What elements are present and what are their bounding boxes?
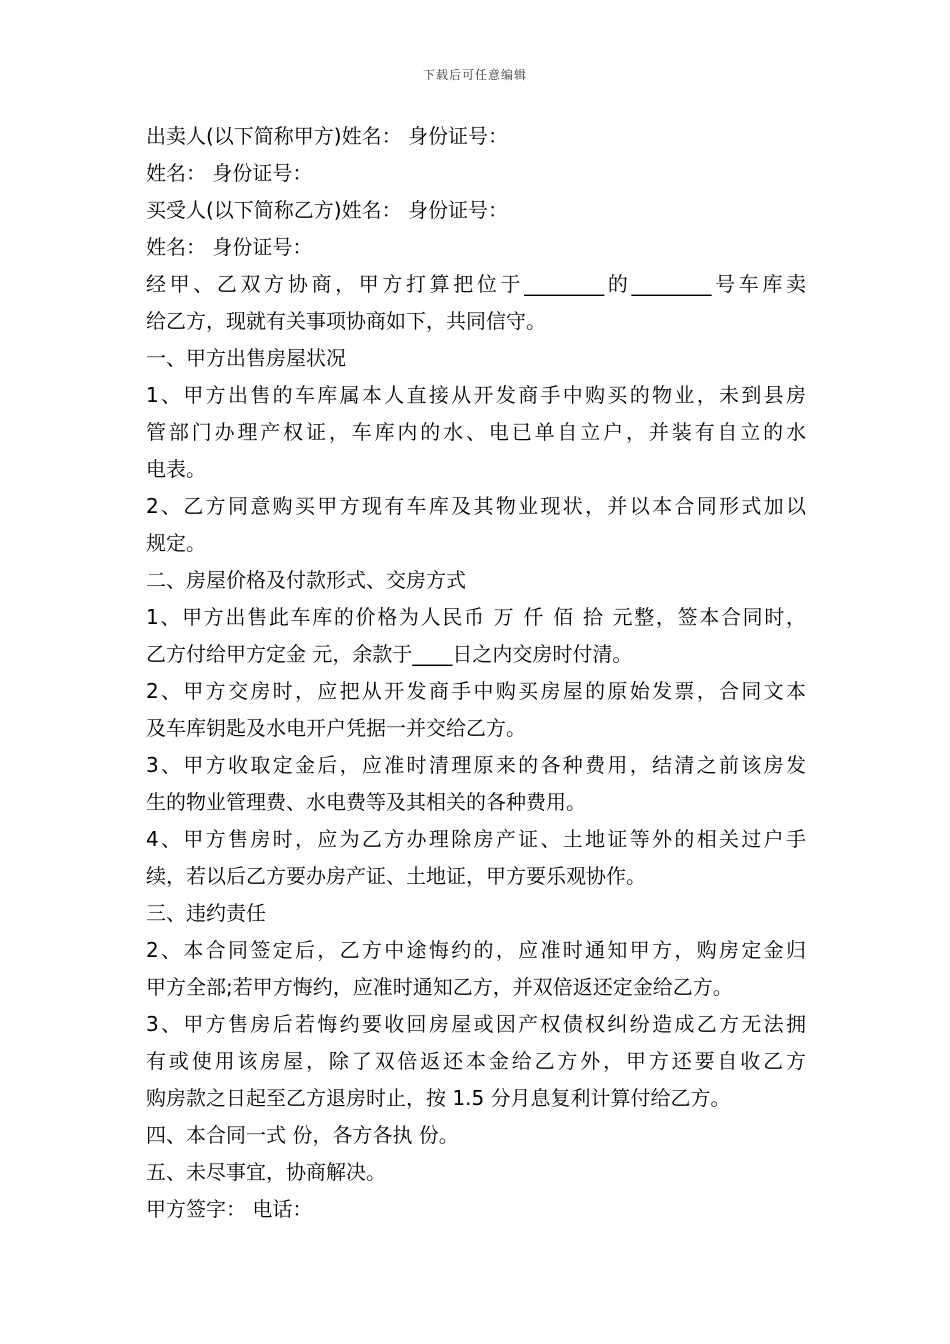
contract-body	[146, 118, 806, 1228]
clause-1-2-line-2: 规定。	[146, 531, 206, 555]
seller-second-line: 姓名： 身份证号：	[146, 161, 313, 185]
clause-3-2-line-1: 2、本合同签定后，乙方中途悔约的，应准时通知甲方，购房定金归	[146, 938, 806, 962]
section-heading-4: 四、本合同一式 份，各方各执 份。	[146, 1123, 459, 1147]
clause-1-1-line-2: 管部门办理产权证，车库内的水、电已单自立户，并装有自立的水	[146, 420, 806, 444]
clause-1-1-line-3: 电表。	[146, 457, 206, 481]
clause-3-3-line-1: 3、甲方售房后若悔约要收回房屋或因产权债权纠纷造成乙方无法拥	[146, 1012, 806, 1036]
intro-line-2: 给乙方，现就有关事项协商如下，共同信守。	[146, 309, 546, 333]
seller-line: 出卖人(以下简称甲方)姓名： 身份证号：	[146, 124, 508, 148]
buyer-second-line: 姓名： 身份证号：	[146, 235, 313, 259]
section-heading-5: 五、未尽事宜，协商解决。	[146, 1160, 386, 1184]
clause-2-1-line-2: 乙方付给甲方定金 元，余款于____日之内交房时付清。	[146, 642, 633, 666]
clause-2-2-line-1: 2、甲方交房时，应把从开发商手中购买房屋的原始发票，合同文本	[146, 679, 806, 703]
section-heading-3: 三、违约责任	[146, 901, 266, 925]
clause-3-2-line-2: 甲方全部;若甲方悔约，应准时通知乙方，并双倍返还定金给乙方。	[146, 975, 733, 999]
clause-1-1-line-1: 1、甲方出售的车库属本人直接从开发商手中购买的物业，未到县房	[146, 383, 806, 407]
clause-3-3-line-3: 购房款之日起至乙方退房时止，按 1.5 分月息复利计算付给乙方。	[146, 1086, 731, 1110]
buyer-line: 买受人(以下简称乙方)姓名： 身份证号：	[146, 198, 508, 222]
clause-2-4-line-1: 4、甲方售房时，应为乙方办理除房产证、土地证等外的相关过户手	[146, 827, 806, 851]
clause-1-2-line-1: 2、乙方同意购买甲方现有车库及其物业现状，并以本合同形式加以	[146, 494, 806, 518]
clause-3-3-line-2: 有或使用该房屋，除了双倍返还本金给乙方外，甲方还要自收乙方	[146, 1049, 806, 1073]
signature-line: 甲方签字： 电话：	[146, 1197, 313, 1221]
section-heading-2: 二、房屋价格及付款形式、交房方式	[146, 568, 466, 592]
clause-2-2-line-2: 及车库钥匙及水电开户凭据一并交给乙方。	[146, 716, 526, 740]
page-header-note: 下载后可任意编辑	[422, 68, 527, 82]
clause-2-4-line-2: 续，若以后乙方要办房产证、土地证，甲方要乐观协作。	[146, 864, 646, 888]
clause-2-3-line-1: 3、甲方收取定金后，应准时清理原来的各种费用，结清之前该房发	[146, 753, 806, 777]
section-heading-1: 一、甲方出售房屋状况	[146, 346, 346, 370]
clause-2-3-line-2: 生的物业管理费、水电费等及其相关的各种费用。	[146, 790, 586, 814]
intro-line-1: 经甲、乙双方协商，甲方打算把位于________的________号车库卖	[146, 272, 806, 296]
clause-2-1-line-1: 1、甲方出售此车库的价格为人民币 万 仟 佰 拾 元整，签本合同时，	[146, 605, 806, 629]
